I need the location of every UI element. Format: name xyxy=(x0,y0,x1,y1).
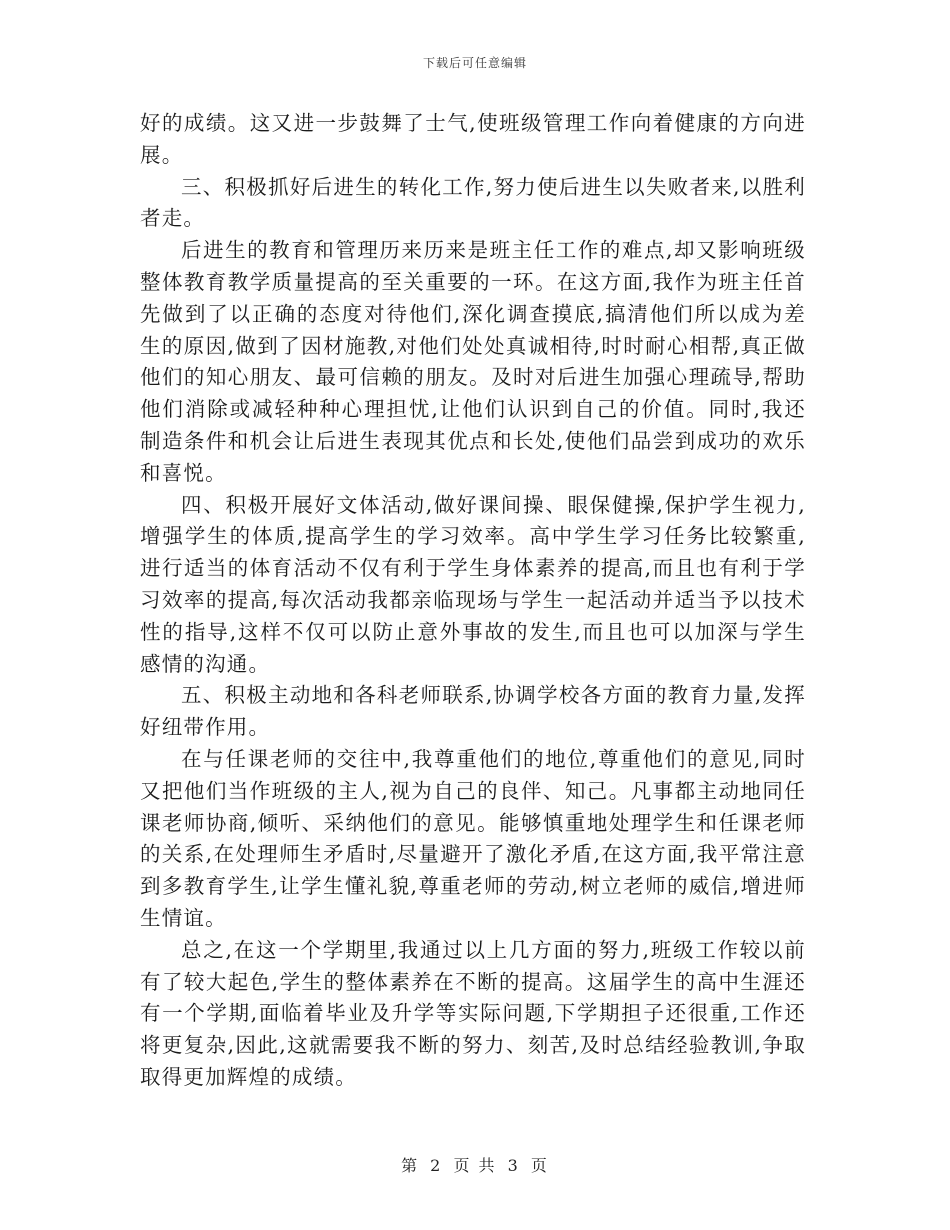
document-body xyxy=(140,108,806,1094)
page-label-suffix: 页 xyxy=(530,1156,549,1175)
paragraph: 三、积极抓好后进生的转化工作,努力使后进生以失败者来,以胜利者走。 xyxy=(140,174,806,231)
paragraph: 四、积极开展好文体活动,做好课间操、眼保健操,保护学生视力,增强学生的体质,提高学生的学习效率。高中学生学习任务比较繁重,进行适当的体育活动不仅有利于学生身体素养的提高,而且也有利于学习效率的提高,每次活动我都亲临现场与学生一起活动并适当予以技术性的指导,这样不仅可以防止意外事故的发生,而且也可以加深与学生感情的沟通。 xyxy=(140,492,806,676)
current-page-number: 2 xyxy=(430,1156,443,1175)
paragraph: 在与任课老师的交往中,我尊重他们的地位,尊重他们的意见,同时又把他们当作班级的主人,视为自己的良伴、知己。凡事都主动地同任课老师协商,倾听、采纳他们的意见。能够慎重地处理学生和任课老师的关系,在处理师生矛盾时,尽量避开了激化矛盾,在这方面,我平常注意到多教育学生,让学生懂礼貌,尊重老师的劳动,树立老师的威信,增进师生情谊。 xyxy=(140,746,806,930)
paragraph: 后进生的教育和管理历来历来是班主任工作的难点,却又影响班级整体教育教学质量提高的至关重要的一环。在这方面,我作为班主任首先做到了以正确的态度对待他们,深化调查摸底,搞清他们所以成为差生的原因,做到了因材施教,对他们处处真诚相待,时时耐心相帮,真正做他们的知心朋友、最可信赖的朋友。及时对后进生加强心理疏导,帮助他们消除或减轻种种心理担忧,让他们认识到自己的价值。同时,我还制造条件和机会让后进生表现其优点和长处,使他们品尝到成功的欢乐和喜悦。 xyxy=(140,238,806,485)
paragraph: 总之,在这一个学期里,我通过以上几方面的努力,班级工作较以前有了较大起色,学生的整体素养在不断的提高。这届学生的高中生涯还有一个学期,面临着毕业及升学等实际问题,下学期担子还很重,工作还将更复杂,因此,这就需要我不断的努力、刻苦,及时总结经验教训,争取取得更加辉煌的成绩。 xyxy=(140,937,806,1089)
paragraph: 五、积极主动地和各科老师联系,协调学校各方面的教育力量,发挥好纽带作用。 xyxy=(140,683,806,740)
page-header: 下载后可任意编辑 xyxy=(422,56,527,70)
total-pages-number: 3 xyxy=(507,1156,520,1175)
page-label-mid: 页 共 xyxy=(453,1156,497,1175)
paragraph: 好的成绩。这又进一步鼓舞了士气,使班级管理工作向着健康的方向进展。 xyxy=(140,111,806,167)
page-label-prefix: 第 xyxy=(401,1156,420,1175)
page-footer xyxy=(0,1153,950,1176)
